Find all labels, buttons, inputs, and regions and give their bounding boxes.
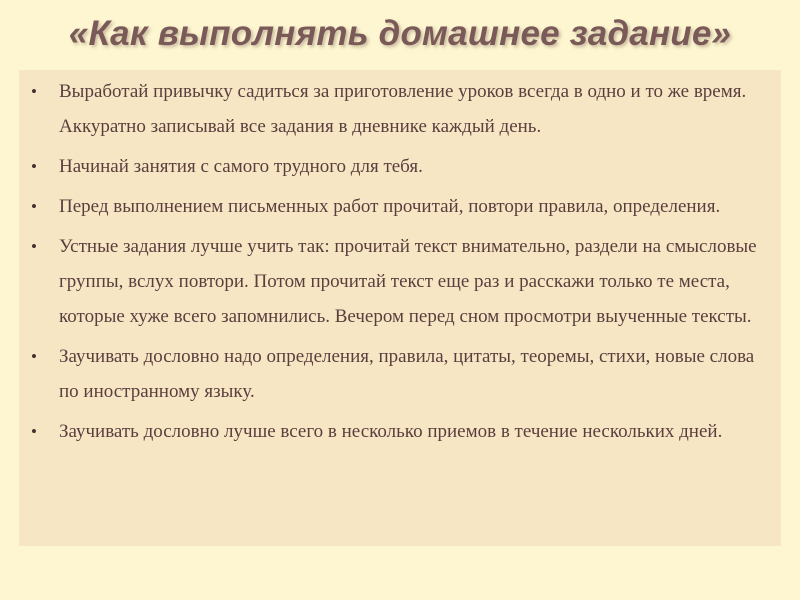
list-item-text: Устные задания лучше учить так: прочитай текст внимательно, раздели на смысловые группы, вслух повтори. Потом прочитай текст еще раз и расскажи только те места, которые хуже всего запомнились. Вечером перед сном просмотри выученные тексты.	[59, 236, 757, 327]
list-item	[0, 339, 800, 409]
list-item-text: Выработай привычку садиться за приготовление уроков всегда в одно и то же время. Аккуратно записывай все задания в дневнике каждый день.	[59, 81, 747, 137]
bullet-icon: •	[31, 197, 37, 216]
bullet-icon: •	[31, 422, 37, 441]
list-item	[0, 189, 800, 224]
slide-title: «Как выполнять домашнее задание»	[68, 14, 732, 53]
bullet-icon: •	[31, 157, 37, 176]
list-item-text: Начинай занятия с самого трудного для тебя.	[59, 156, 423, 177]
list-item-text: Заучивать дословно надо определения, правила, цитаты, теоремы, стихи, новые слова по иностранному языку.	[59, 346, 755, 402]
list-item-text: Заучивать дословно лучше всего в несколько приемов в течение нескольких дней.	[59, 421, 723, 442]
bullet-icon: •	[31, 237, 37, 256]
list-item	[0, 74, 800, 144]
list-item	[0, 414, 800, 449]
bullet-list	[0, 74, 800, 454]
bullet-icon: •	[31, 347, 37, 366]
bullet-icon: •	[31, 82, 37, 101]
list-item	[0, 149, 800, 184]
list-item-text: Перед выполнением письменных работ прочитай, повтори правила, определения.	[59, 196, 721, 217]
list-item	[0, 229, 800, 334]
